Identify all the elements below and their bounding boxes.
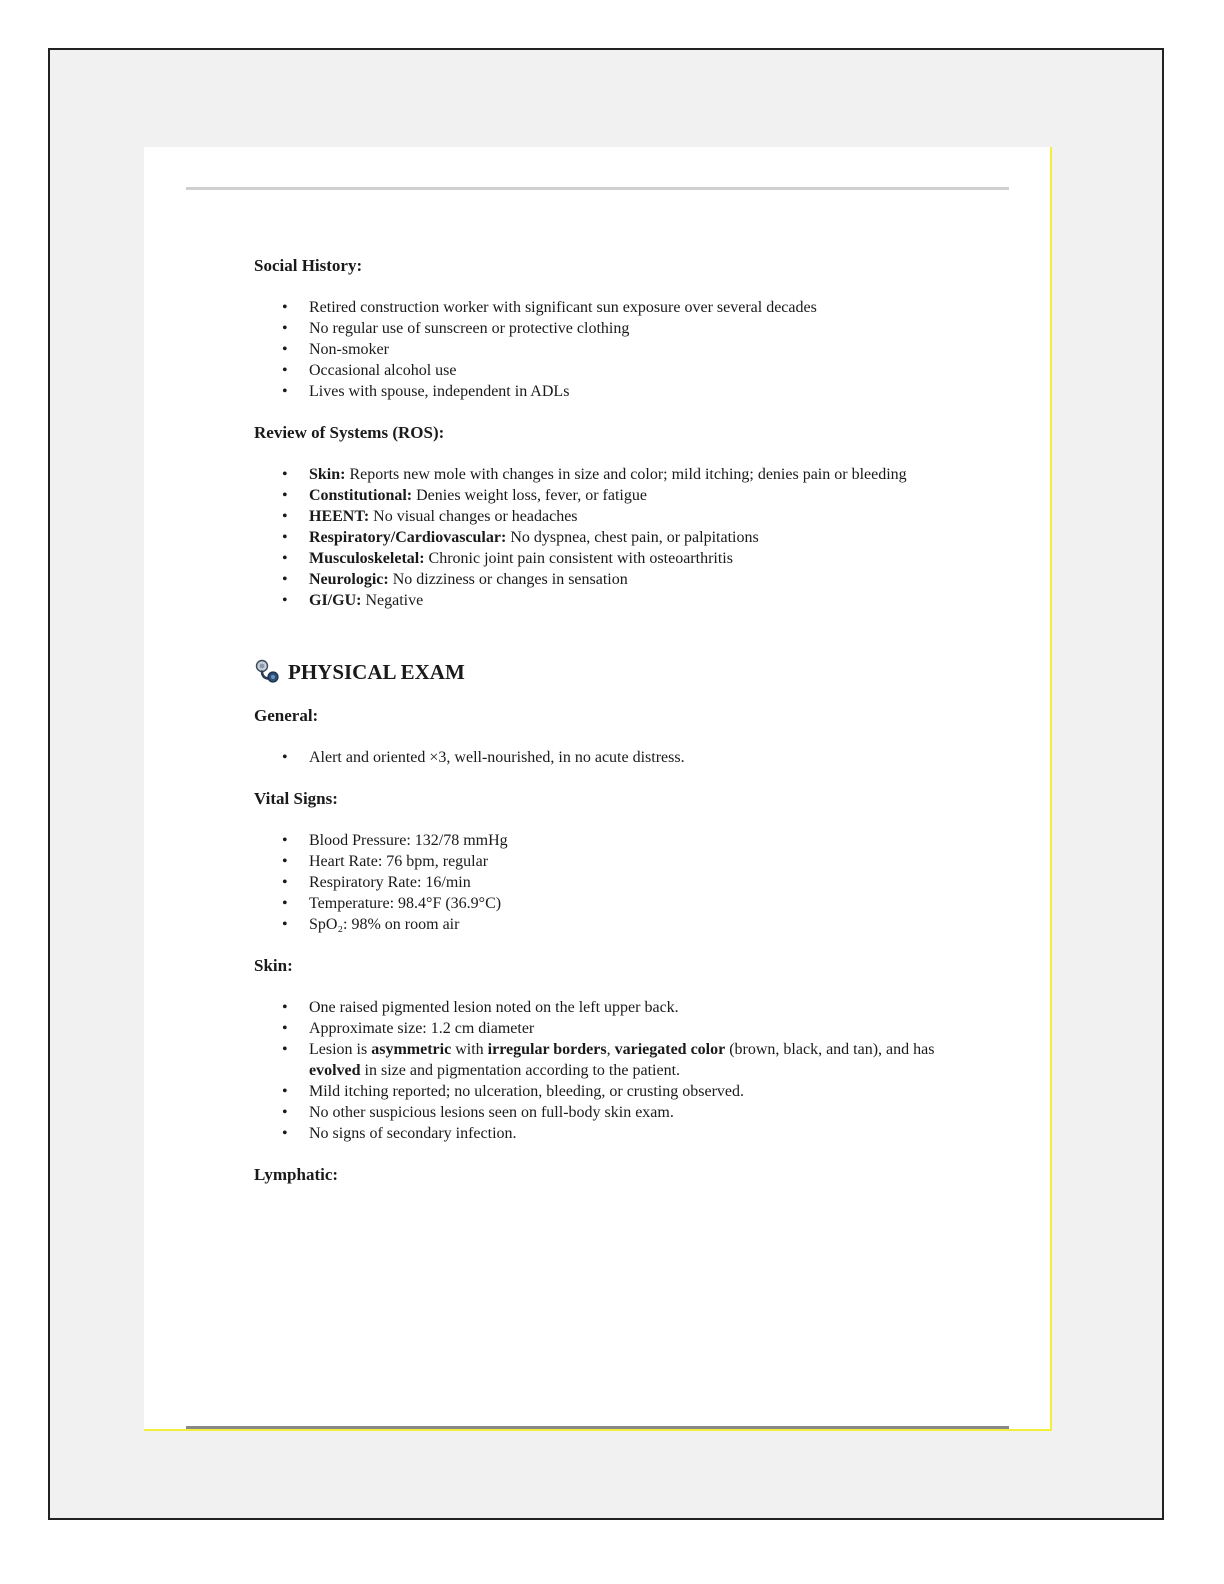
list-item [254, 1039, 974, 1081]
list-item: • Blood Pressure: 132/78 mmHg [254, 830, 974, 851]
general-list [254, 747, 974, 768]
document-page [144, 147, 1052, 1431]
list-item: • Approximate size: 1.2 cm diameter [254, 1018, 974, 1039]
list-item [254, 590, 974, 611]
list-item: • One raised pigmented lesion noted on the left upper back. [254, 997, 974, 1018]
page-content [254, 255, 974, 1206]
list-item: • Respiratory Rate: 16/min [254, 872, 974, 893]
ros-label: Musculoskeletal: [309, 550, 425, 567]
list-item: • No regular use of sunscreen or protective clothing [254, 318, 974, 339]
ros-heading: Review of Systems (ROS): [254, 423, 445, 442]
list-item: • Lives with spouse, independent in ADLs [254, 381, 974, 402]
ros-label: Respiratory/Cardiovascular: [309, 529, 507, 546]
document-viewer [48, 48, 1164, 1520]
ros-list [254, 464, 974, 611]
ros-text: Chronic joint pain consistent with osteoarthritis [424, 550, 733, 567]
list-item: • No other suspicious lesions seen on full-body skin exam. [254, 1102, 974, 1123]
text-run: Lesion is [309, 1041, 372, 1058]
social-history-list [254, 297, 974, 402]
physical-exam-title [254, 659, 974, 685]
list-item [254, 569, 974, 590]
list-item [254, 506, 974, 527]
list-item [254, 548, 974, 569]
list-item: • Retired construction worker with significant sun exposure over several decades [254, 297, 974, 318]
list-item: • Mild itching reported; no ulceration, bleeding, or crusting observed. [254, 1081, 974, 1102]
ros-text: Denies weight loss, fever, or fatigue [412, 487, 647, 504]
physical-exam-heading: PHYSICAL EXAM [288, 660, 465, 684]
ros-label: Skin: [309, 466, 346, 483]
social-history-heading: Social History: [254, 256, 363, 275]
list-item [254, 485, 974, 506]
general-heading: General: [254, 706, 319, 725]
list-item: • Temperature: 98.4°F (36.9°C) [254, 893, 974, 914]
vital-signs-heading: Vital Signs: [254, 789, 338, 808]
list-item: • Alert and oriented ×3, well-nourished, in no acute distress. [254, 747, 974, 768]
bold-term: evolved [309, 1062, 361, 1079]
ros-label: Neurologic: [309, 571, 389, 588]
list-item: • Non-smoker [254, 339, 974, 360]
stethoscope-icon [254, 659, 280, 685]
footer-rule [186, 1426, 1009, 1429]
lymphatic-heading: Lymphatic: [254, 1165, 339, 1184]
bold-term: irregular borders [487, 1041, 607, 1058]
ros-text: No visual changes or headaches [369, 508, 578, 525]
list-item [254, 527, 974, 548]
list-item: • SpO₂: 98% on room air [254, 914, 974, 935]
bold-term: asymmetric [371, 1041, 452, 1058]
list-item: • Occasional alcohol use [254, 360, 974, 381]
ros-text: No dizziness or changes in sensation [388, 571, 628, 588]
ros-label: HEENT: [309, 508, 370, 525]
text-run: with [451, 1041, 488, 1058]
ros-label: GI/GU: [309, 592, 362, 609]
header-rule [186, 187, 1009, 190]
ros-label: Constitutional: [309, 487, 413, 504]
skin-heading: Skin: [254, 956, 293, 975]
ros-text: Reports new mole with changes in size and color; mild itching; denies pain or bleeding [345, 466, 907, 483]
vital-signs-list [254, 830, 974, 935]
skin-list [254, 997, 974, 1144]
list-item [254, 464, 974, 485]
ros-text: No dyspnea, chest pain, or palpitations [506, 529, 759, 546]
list-item: • Heart Rate: 76 bpm, regular [254, 851, 974, 872]
text-run: in size and pigmentation according to the patient. [360, 1062, 681, 1079]
text-run: (brown, black, and tan), and has [725, 1041, 935, 1058]
text-run: , [606, 1041, 615, 1058]
ros-text: Negative [361, 592, 424, 609]
list-item: • No signs of secondary infection. [254, 1123, 974, 1144]
bold-term: variegated color [614, 1041, 726, 1058]
